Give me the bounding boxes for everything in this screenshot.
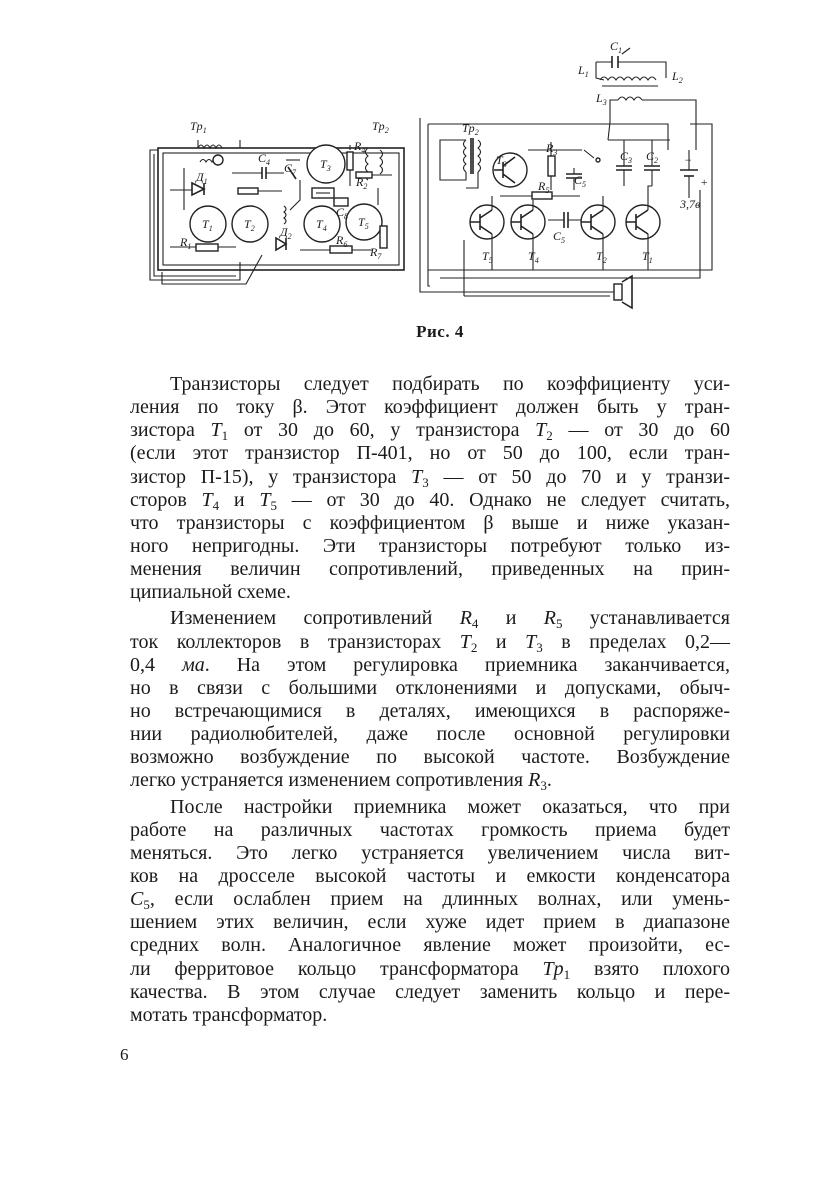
- text-run: Изменением сопротивлений: [170, 607, 460, 630]
- text-run: шением этих величин, если хуже идет прием в диапазоне: [130, 911, 730, 934]
- symbol-subscript: 1: [221, 428, 229, 444]
- label-t2-schematic: $T_2$: [596, 249, 607, 265]
- symbol: $T_3$: [411, 465, 429, 490]
- text-run: ков на дросселе высокой частоты и емкости конденсатора: [130, 864, 730, 887]
- label-t5: $T_5$: [358, 215, 369, 231]
- symbol: $R_5$: [543, 607, 563, 632]
- label-t2: $T_2$: [244, 217, 255, 233]
- text-run: взято плохого: [570, 957, 730, 980]
- label-tp1: $Tp_1$: [190, 119, 207, 135]
- text-line: [130, 558, 730, 581]
- text-line: [130, 419, 730, 442]
- text-run: — от 30 до 60: [552, 419, 730, 442]
- text-run: зистора: [130, 419, 211, 442]
- text-run: (если этот транзистор П-401, но от 50 до 100, если тран-: [130, 442, 730, 465]
- text-line: [130, 769, 730, 792]
- label-l1: $L_1$: [578, 63, 589, 79]
- unit: ма: [181, 653, 205, 676]
- label-r3: $R_3$: [546, 141, 558, 157]
- text-line: [130, 746, 730, 769]
- page-number: 6: [120, 1045, 129, 1064]
- text-run: и: [477, 630, 526, 653]
- text-line: [130, 819, 730, 842]
- text-run: ления по току β. Этот коэффициент должен быть у тран-: [130, 396, 730, 419]
- text-run: от 30 до 60, у транзистора: [228, 419, 536, 442]
- label-t1-schematic: $T_1$: [642, 249, 653, 265]
- text-run: мотать трансформатор.: [130, 1003, 328, 1026]
- symbol-subscript: 2: [470, 639, 478, 655]
- label-c8: $C_8$: [336, 205, 349, 221]
- label-c1: $C_1$: [610, 39, 623, 55]
- symbol: $T_4$: [201, 488, 220, 513]
- symbol-subscript: 5: [270, 497, 277, 513]
- text-run: работе на различных частотах громкость приема будет: [130, 818, 730, 841]
- label-l2: $L_2$: [672, 69, 683, 85]
- text-line: [130, 535, 730, 558]
- text-line: [130, 466, 730, 489]
- label-battery-minus: −: [684, 153, 693, 167]
- symbol: $T_2$: [535, 419, 553, 444]
- text-line: [130, 796, 730, 819]
- circuit-figure: [0, 0, 840, 320]
- label-l3: $L_3$: [596, 91, 607, 107]
- text-run: но в связи с большими отклонениями и допусками, обыч-: [130, 676, 730, 699]
- symbol-subscript: 3: [536, 639, 543, 655]
- text-line: [130, 1004, 730, 1027]
- text-run: ципиальной схеме.: [130, 581, 291, 604]
- text-line: [130, 631, 730, 654]
- label-tp2: $Tp_2$: [372, 119, 389, 135]
- text-line: [130, 373, 730, 396]
- label-r5: $R_5$: [538, 179, 550, 195]
- text-run: . На этом регулировка приемника заканчивается,: [204, 653, 730, 676]
- label-c5-lower: $C_5$: [553, 229, 566, 245]
- figure-caption: Рис. 4: [416, 322, 464, 341]
- symbol: $C_5$: [130, 888, 150, 913]
- symbol-subscript: 2: [546, 428, 553, 444]
- label-tp2-schematic: $Tp_2$: [462, 121, 479, 137]
- text-line: [130, 677, 730, 700]
- label-t3: $T_3$: [320, 157, 331, 173]
- symbol-subscript: 5: [143, 897, 150, 913]
- text-line: [130, 865, 730, 888]
- symbol: $R_4$: [459, 607, 479, 632]
- label-c2: $C_2$: [646, 149, 659, 165]
- symbol: $T_1$: [210, 419, 229, 444]
- text-line: [130, 723, 730, 746]
- text-run: но встречающимися в деталях, имеющихся в распоряже-: [130, 699, 730, 722]
- text-run: Транзисторы следует подбирать по коэффициенту уси-: [170, 373, 730, 395]
- text-line: [130, 888, 730, 911]
- label-c5-upper: $C_5$: [574, 173, 587, 189]
- symbol-subscript: 4: [212, 497, 220, 513]
- text-line: [130, 512, 730, 535]
- text-line: [130, 654, 730, 677]
- text-run: качества. В этом случае следует заменить кольцо и пере-: [130, 980, 730, 1003]
- text-run: возможно возбуждение по высокой частоте. Возбуждение: [130, 746, 730, 769]
- symbol-subscript: 4: [471, 616, 479, 632]
- text-line: [130, 911, 730, 934]
- symbol: $T_2$: [459, 630, 478, 655]
- label-t4: $T_4$: [316, 217, 327, 233]
- mounting-board-drawing: [150, 140, 404, 284]
- symbol-subscript: 3: [540, 778, 547, 794]
- text-run: меняться. Это легко устраняется увеличением числа вит-: [130, 841, 730, 864]
- text-run: и: [219, 488, 260, 511]
- text-line: [130, 700, 730, 723]
- paragraph: [130, 373, 730, 604]
- label-d2: $Д_2$: [280, 225, 292, 241]
- body-text: [130, 373, 730, 1030]
- symbol-subscript: 1: [563, 966, 571, 982]
- symbol-subscript: 3: [422, 474, 429, 490]
- label-c3: $C_3$: [620, 149, 633, 165]
- text-line: [130, 842, 730, 865]
- text-line: [130, 396, 730, 419]
- text-run: и: [478, 607, 544, 630]
- label-c4: $C_4$: [258, 151, 271, 167]
- text-run: средних волн. Аналогичное явление может произойти, ес-: [130, 934, 730, 957]
- text-run: ного непригодны. Эти транзисторы потребуют только из-: [130, 534, 730, 557]
- symbol: $Tp_1$: [542, 957, 571, 982]
- text-run: устанавливается: [562, 607, 730, 630]
- text-run: в пределах 0,2—: [542, 630, 731, 653]
- label-r7: $R_7$: [370, 245, 382, 261]
- label-t4-schematic: $T_4$: [528, 249, 539, 265]
- text-run: сторов: [130, 488, 202, 511]
- text-line: [130, 442, 730, 465]
- symbol: $R_3$: [528, 769, 547, 794]
- symbol: $T_5$: [259, 488, 277, 513]
- text-line: [130, 958, 730, 981]
- text-line: [130, 934, 730, 957]
- text-run: — от 50 до 70 и у транзи-: [428, 465, 730, 488]
- label-t3-schematic: $T_3$: [496, 153, 507, 169]
- text-run: легко устраняется изменением сопротивления: [130, 769, 529, 792]
- label-t1: $T_1$: [202, 217, 213, 233]
- text-line: [130, 489, 730, 512]
- text-run: нии радиолюбителей, даже после основной регулировки: [130, 723, 730, 746]
- paragraph: [130, 796, 730, 1027]
- label-r6: $R_6$: [336, 233, 348, 249]
- text-run: После настройки приемника может оказаться, что при: [170, 795, 730, 818]
- text-run: — от 30 до 40. Однако не следует считать,: [277, 488, 731, 511]
- text-run: что транзисторы с коэффициентом β выше и ниже указан-: [130, 511, 730, 534]
- text-run: .: [546, 769, 552, 792]
- text-run: зистор П-15), у транзистора: [130, 465, 412, 488]
- label-r4: $R_4$: [354, 139, 366, 155]
- text-run: 0,4: [130, 653, 182, 676]
- text-line: [130, 581, 730, 604]
- label-d1: $Д_1$: [196, 170, 208, 186]
- text-line: [130, 981, 730, 1004]
- text-run: менения величин сопротивлений, приведенных на прин-: [130, 558, 730, 581]
- text-run: ток коллекторов в транзисторах: [130, 630, 460, 653]
- text-run: ли ферритовое кольцо трансформатора: [130, 957, 543, 980]
- symbol-subscript: 5: [555, 616, 563, 632]
- text-line: [130, 607, 730, 630]
- symbol: $T_3$: [525, 630, 543, 655]
- schematic-drawing: [420, 48, 712, 308]
- label-battery-voltage: 3,7в: [680, 197, 701, 211]
- label-r1: $R_1$: [180, 235, 192, 251]
- label-c7: $C_7$: [284, 161, 297, 177]
- label-battery-plus: +: [700, 175, 709, 189]
- label-r2: $R_2$: [356, 175, 368, 191]
- text-run: , если ослаблен прием на длинных волнах, или умень-: [149, 888, 730, 911]
- paragraph: [130, 607, 730, 792]
- label-t5-schematic: $T_5$: [482, 249, 493, 265]
